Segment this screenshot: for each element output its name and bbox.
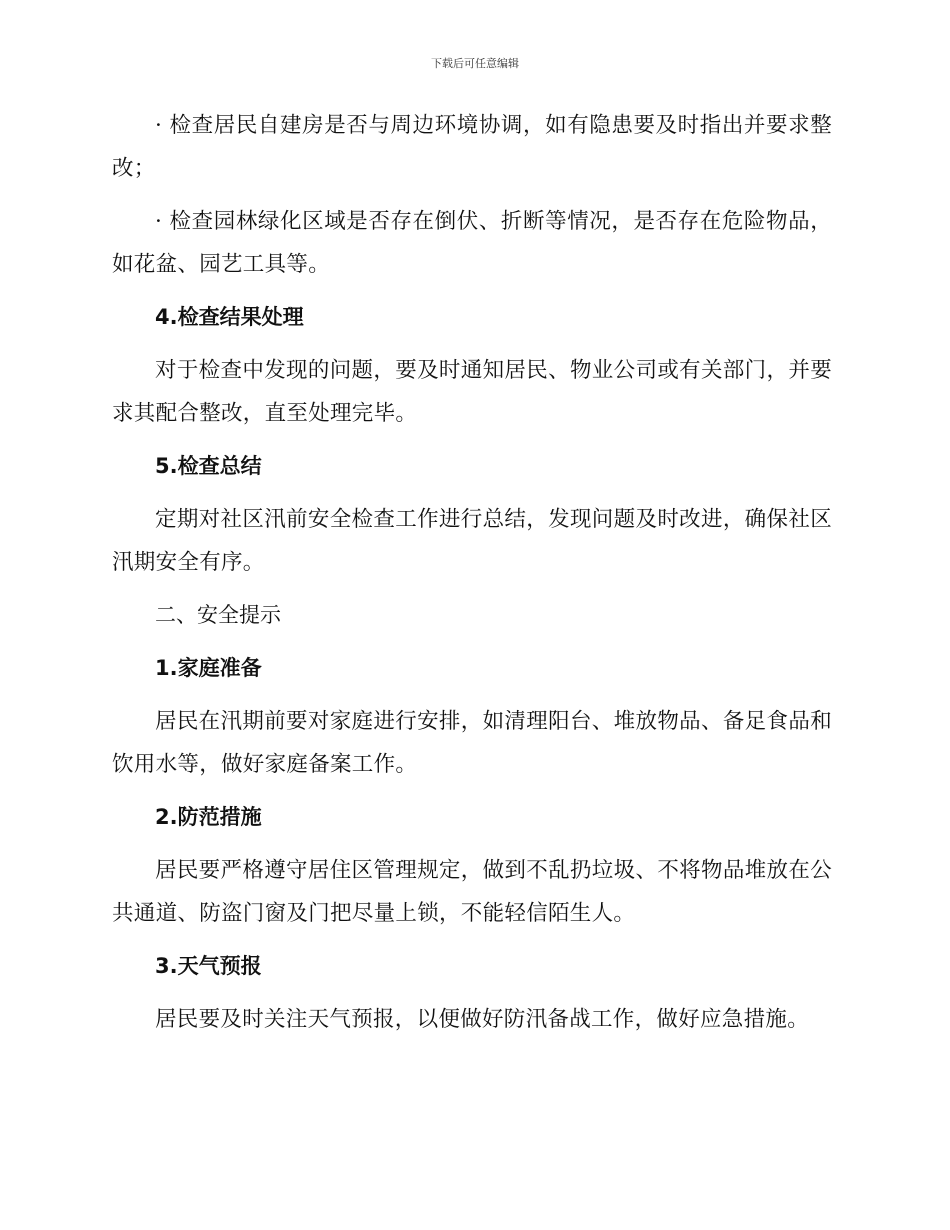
header-note: 下载后可任意编辑 <box>431 57 519 70</box>
paragraph: 居民要严格遵守居住区管理规定，做到不乱扔垃圾、不将物品堆放在公共通道、防盗门窗及门把尽量上锁，不能轻信陌生人。 <box>112 858 832 926</box>
section-heading: 二、安全提示 <box>155 603 281 627</box>
bullet-item: · 检查居民自建房是否与周边环境协调，如有隐患要及时指出并要求整改； <box>112 113 832 181</box>
paragraph: 定期对社区汛前安全检查工作进行总结，发现问题及时改进，确保社区汛期安全有序。 <box>112 507 832 575</box>
bullet-item: · 检查园林绿化区域是否存在倒伏、折断等情况，是否存在危险物品，如花盆、园艺工具等。 <box>112 209 832 277</box>
subheading: 3.天气预报 <box>155 954 262 978</box>
paragraph: 居民在汛期前要对家庭进行安排，如清理阳台、堆放物品、备足食品和饮用水等，做好家庭备案工作。 <box>112 709 832 777</box>
subheading: 2.防范措施 <box>155 805 262 829</box>
subheading: 5.检查总结 <box>155 454 262 478</box>
subheading: 1.家庭准备 <box>155 656 262 680</box>
document-body <box>112 104 832 1051</box>
paragraph: 对于检查中发现的问题，要及时通知居民、物业公司或有关部门，并要求其配合整改，直至处理完毕。 <box>112 358 832 426</box>
paragraph: 居民要及时关注天气预报，以便做好防汛备战工作，做好应急措施。 <box>155 1007 810 1032</box>
subheading: 4.检查结果处理 <box>155 305 304 329</box>
